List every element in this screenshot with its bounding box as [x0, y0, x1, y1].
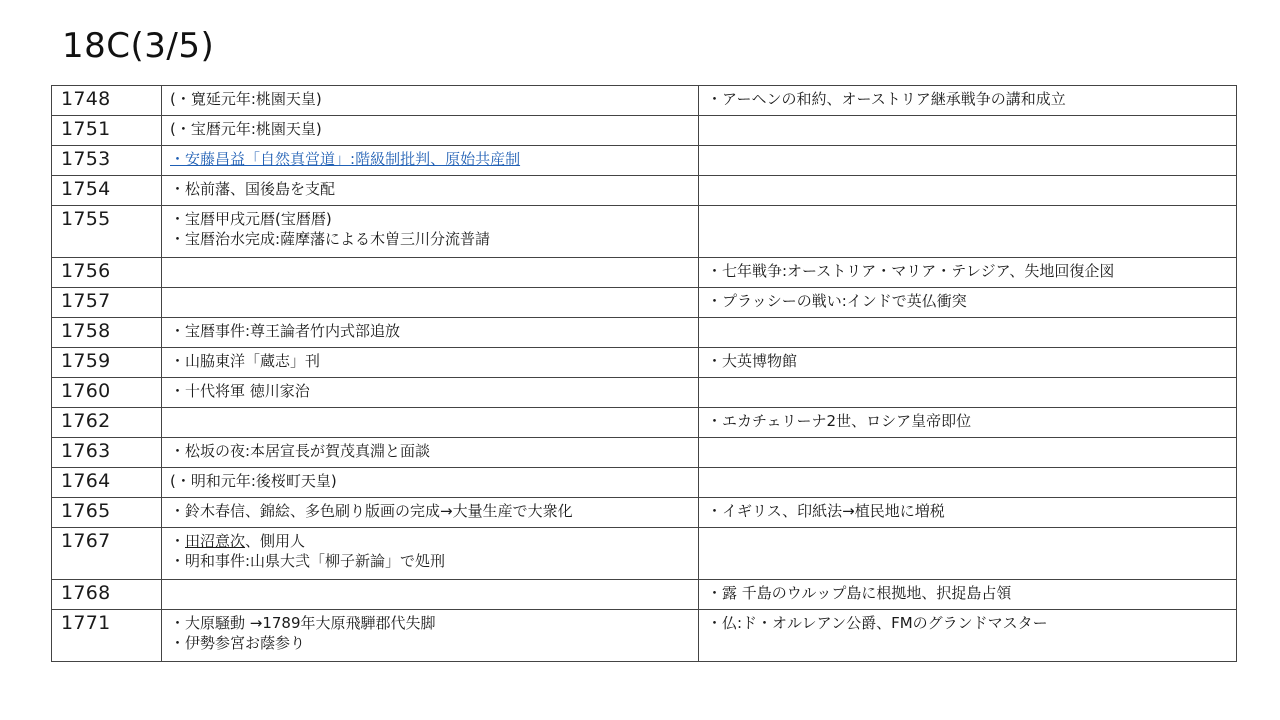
world-event-cell	[699, 318, 1237, 348]
event-link[interactable]: 安藤昌益「自然真営道」:階級制批判、原始共産制	[185, 150, 521, 168]
event-text: (・寛延元年:桃園天皇)	[170, 90, 322, 108]
table-row	[52, 498, 1237, 528]
event-text: (・明和元年:後桜町天皇)	[170, 472, 337, 490]
table-row	[52, 378, 1237, 408]
event-text: ・宝暦甲戌元暦(宝暦暦)	[170, 210, 332, 228]
japan-event-cell	[162, 348, 699, 378]
japan-event-cell	[162, 408, 699, 438]
japan-event-cell	[162, 116, 699, 146]
year-cell: 1764	[52, 468, 162, 498]
event-text: ・宝暦治水完成:薩摩藩による木曽三川分流普請	[170, 230, 491, 248]
event-text: ・宝暦事件:尊王論者竹内式部追放	[170, 322, 401, 340]
japan-event-cell	[162, 288, 699, 318]
event-text: ・仏:ド・オルレアン公爵、FMのグランドマスター	[707, 614, 1048, 632]
table-row	[52, 288, 1237, 318]
japan-event-cell	[162, 438, 699, 468]
bullet: ・	[170, 150, 186, 168]
world-event-cell	[699, 258, 1237, 288]
year-cell: 1767	[52, 528, 162, 580]
event-text: ・七年戦争:オーストリア・マリア・テレジア、失地回復企図	[707, 262, 1115, 280]
japan-event-cell	[162, 468, 699, 498]
world-event-cell	[699, 528, 1237, 580]
event-text: ・鈴木春信、錦絵、多色刷り版画の完成→大量生産で大衆化	[170, 502, 573, 520]
world-event-cell	[699, 116, 1237, 146]
table-row	[52, 116, 1237, 146]
table-row	[52, 438, 1237, 468]
event-text: ・十代将軍 徳川家治	[170, 382, 310, 400]
year-cell: 1753	[52, 146, 162, 176]
table-row	[52, 258, 1237, 288]
japan-event-cell	[162, 580, 699, 610]
japan-event-cell	[162, 610, 699, 662]
japan-event-cell	[162, 378, 699, 408]
table-row	[52, 408, 1237, 438]
japan-event-cell	[162, 528, 699, 580]
world-event-cell	[699, 86, 1237, 116]
table-row	[52, 86, 1237, 116]
event-text: ・松坂の夜:本居宣長が賀茂真淵と面談	[170, 442, 431, 460]
world-event-cell	[699, 438, 1237, 468]
event-text: ・松前藩、国後島を支配	[170, 180, 336, 198]
year-cell: 1756	[52, 258, 162, 288]
world-event-cell	[699, 288, 1237, 318]
year-cell: 1758	[52, 318, 162, 348]
year-cell: 1771	[52, 610, 162, 662]
world-event-cell	[699, 408, 1237, 438]
table-row	[52, 528, 1237, 580]
event-text: ・イギリス、印紙法→植民地に増税	[707, 502, 945, 520]
event-text: 、側用人	[245, 532, 306, 550]
japan-event-cell	[162, 176, 699, 206]
japan-event-cell	[162, 146, 699, 176]
year-cell: 1748	[52, 86, 162, 116]
table-row	[52, 610, 1237, 662]
world-event-cell	[699, 176, 1237, 206]
table-row	[52, 318, 1237, 348]
timeline-table	[51, 85, 1237, 662]
event-text: ・明和事件:山県大弐「柳子新論」で処刑	[170, 552, 446, 570]
world-event-cell	[699, 378, 1237, 408]
japan-event-cell	[162, 86, 699, 116]
year-cell: 1760	[52, 378, 162, 408]
japan-event-cell	[162, 258, 699, 288]
year-cell: 1768	[52, 580, 162, 610]
table-row	[52, 146, 1237, 176]
world-event-cell	[699, 146, 1237, 176]
world-event-cell	[699, 468, 1237, 498]
year-cell: 1765	[52, 498, 162, 528]
event-text: ・伊勢参宮お蔭参り	[170, 634, 306, 652]
year-cell: 1755	[52, 206, 162, 258]
world-event-cell	[699, 348, 1237, 378]
year-cell: 1757	[52, 288, 162, 318]
event-text: ・大原騒動 →1789年大原飛騨郡代失脚	[170, 614, 436, 632]
table-row	[52, 468, 1237, 498]
event-line	[170, 531, 690, 551]
table-row	[52, 206, 1237, 258]
japan-event-cell	[162, 498, 699, 528]
world-event-cell	[699, 498, 1237, 528]
timeline-body	[52, 86, 1237, 662]
japan-event-cell	[162, 206, 699, 258]
table-row	[52, 348, 1237, 378]
underlined-name: 田沼意次	[185, 532, 246, 550]
japan-event-cell	[162, 318, 699, 348]
event-text: ・露 千島のウルップ島に根拠地、択捉島占領	[707, 584, 1012, 602]
table-row	[52, 176, 1237, 206]
bullet: ・	[170, 532, 186, 550]
world-event-cell	[699, 580, 1237, 610]
year-cell: 1751	[52, 116, 162, 146]
year-cell: 1763	[52, 438, 162, 468]
table-row	[52, 580, 1237, 610]
page-title: 18C(3/5)	[62, 26, 215, 66]
event-text: ・エカチェリーナ2世、ロシア皇帝即位	[707, 412, 972, 430]
event-text: (・宝暦元年:桃園天皇)	[170, 120, 322, 138]
event-text: ・プラッシーの戦い:インドで英仏衝突	[707, 292, 967, 310]
event-text: ・大英博物館	[707, 352, 798, 370]
year-cell: 1754	[52, 176, 162, 206]
world-event-cell	[699, 610, 1237, 662]
year-cell: 1762	[52, 408, 162, 438]
year-cell: 1759	[52, 348, 162, 378]
event-text: ・山脇東洋「蔵志」刊	[170, 352, 321, 370]
event-line	[170, 149, 690, 169]
world-event-cell	[699, 206, 1237, 258]
event-text: ・アーヘンの和約、オーストリア継承戦争の講和成立	[707, 90, 1066, 108]
